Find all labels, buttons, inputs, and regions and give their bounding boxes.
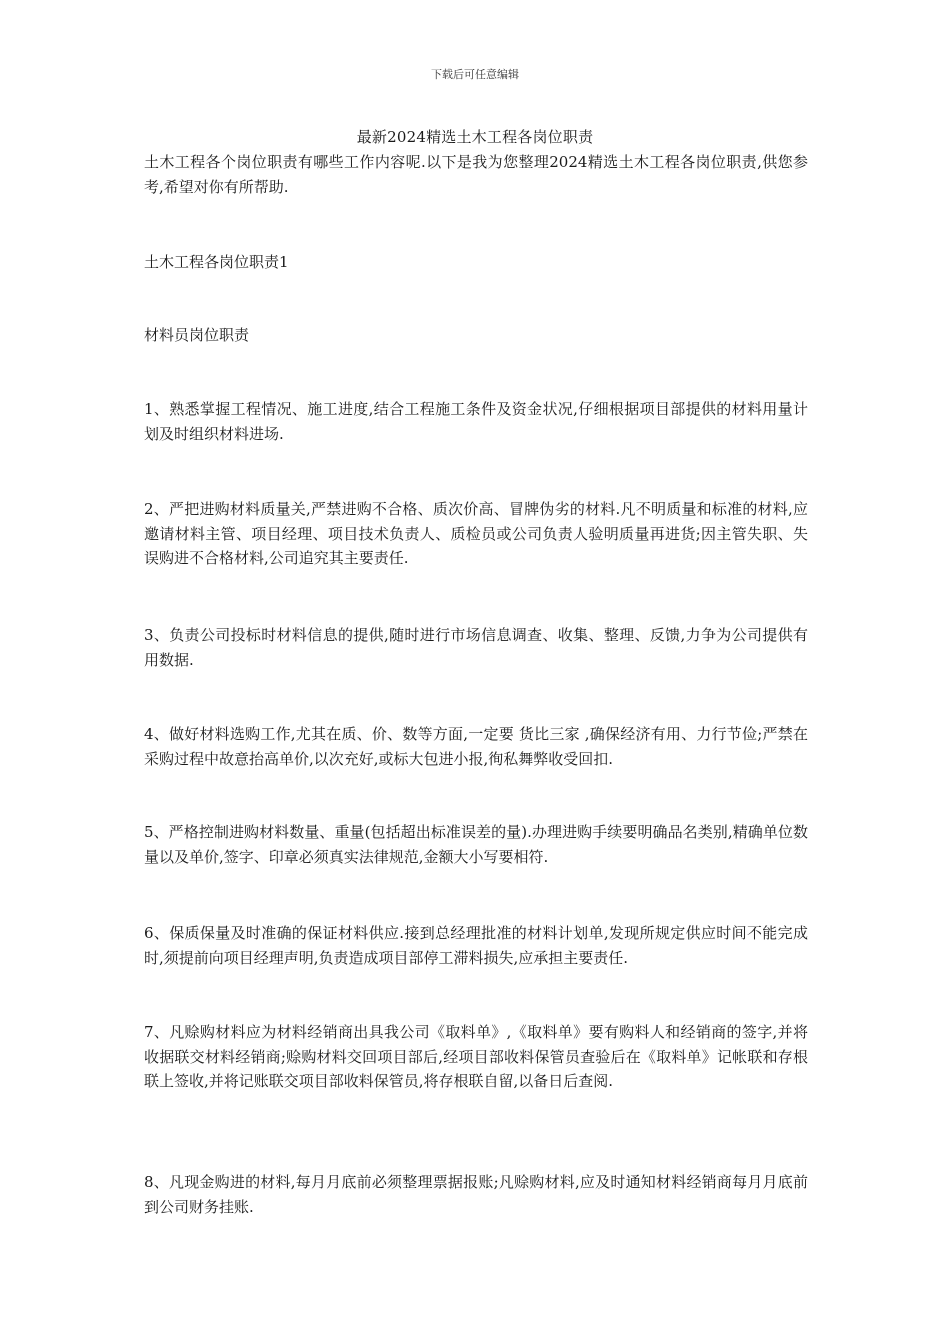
duty-item-2: 2、严把进购材料质量关,严禁进购不合格、质次价高、冒牌伪劣的材料.凡不明质量和标准的材料,应邀请材料主管、项目经理、项目技术负责人、质检员或公司负责人验明质量再进货;因主管失职、失误购进不合格材料,公司追究其主要责任.: [144, 500, 808, 567]
duty-item-6: 6、保质保量及时准确的保证材料供应.接到总经理批准的材料计划单,发现所规定供应时间不能完成时,须提前向项目经理声明,负责造成项目部停工滞料损失,应承担主要责任.: [144, 924, 808, 967]
duty-item-5: 5、严格控制进购材料数量、重量(包括超出标准误差的量).办理进购手续要明确品名类别,精确单位数量以及单价,签字、印章必须真实法律规范,金额大小写要相符.: [144, 823, 808, 866]
duty-item-8: 8、凡现金购进的材料,每月月底前必须整理票据报账;凡赊购材料,应及时通知材料经销商每月月底前到公司财务挂账.: [144, 1173, 808, 1216]
duty-item-1: 1、熟悉掌握工程情况、施工进度,结合工程施工条件及资金状况,仔细根据项目部提供的材料用量计划及时组织材料进场.: [144, 400, 808, 443]
duty-item-4: 4、做好材料选购工作,尤其在质、价、数等方面,一定要 货比三家 ,确保经济有用、力行节俭;严禁在采购过程中故意抬高单价,以次充好,或标大包进小报,徇私舞弊收受回扣.: [144, 725, 808, 768]
intro-paragraph: 土木工程各个岗位职责有哪些工作内容呢.以下是我为您整理2024精选土木工程各岗位职责,供您参考,希望对你有所帮助.: [144, 153, 808, 196]
section-heading: 土木工程各岗位职责1: [144, 253, 289, 271]
duty-item-7: 7、凡赊购材料应为材料经销商出具我公司《取料单》,《取料单》要有购料人和经销商的签字,并将收据联交材料经销商;赊购材料交回项目部后,经项目部收料保管员查验后在《取料单》记帐联和存根联上签收,并将记账联交项目部收料保管员,将存根联自留,以备日后查阅.: [144, 1023, 808, 1090]
sub-heading: 材料员岗位职责: [144, 326, 250, 344]
header-note: 下载后可任意编辑: [431, 68, 519, 81]
document-title: 最新2024精选土木工程各岗位职责: [356, 128, 594, 146]
duty-item-3: 3、负责公司投标时材料信息的提供,随时进行市场信息调查、收集、整理、反馈,力争为公司提供有用数据.: [144, 626, 808, 669]
